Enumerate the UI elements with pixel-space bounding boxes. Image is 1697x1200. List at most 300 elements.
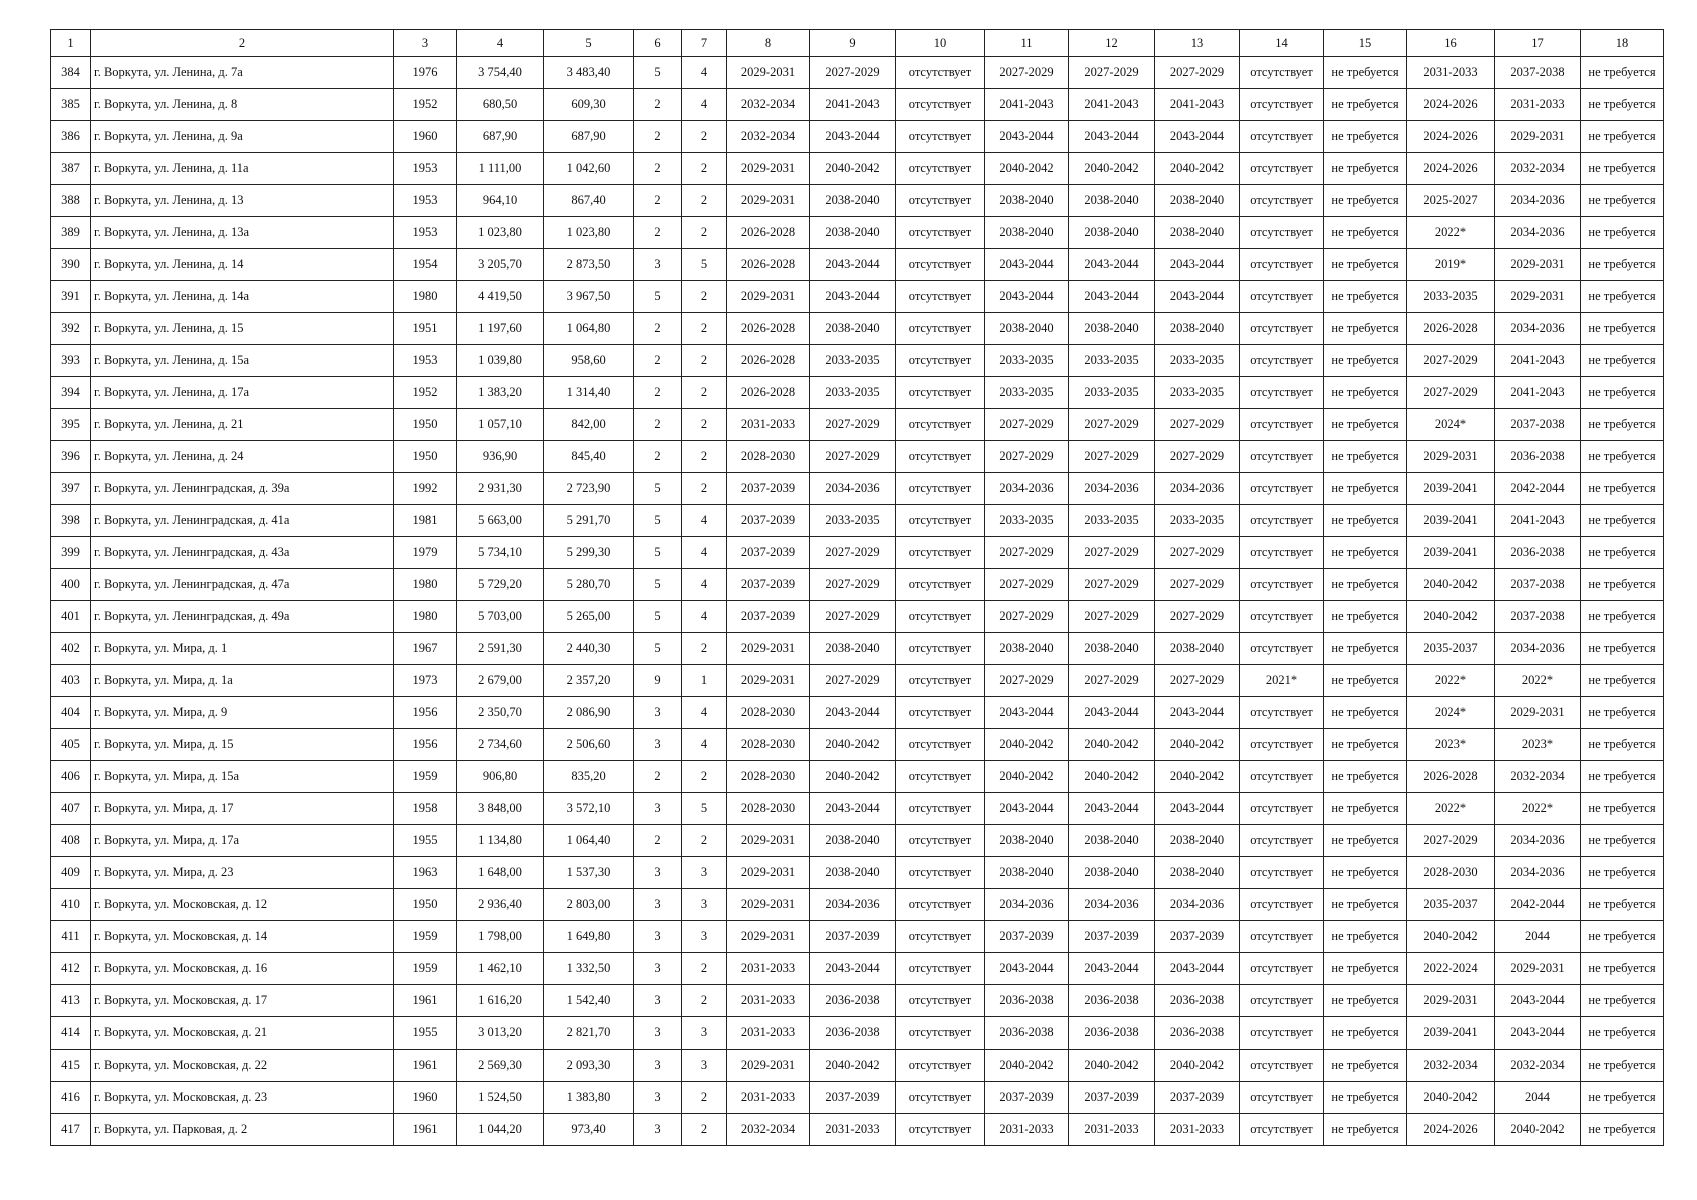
table-cell: 5 xyxy=(634,537,682,569)
table-row xyxy=(51,89,1664,121)
table-cell: 5 291,70 xyxy=(544,505,634,537)
table-cell: 2026-2028 xyxy=(1407,761,1495,793)
table-cell: 2043-2044 xyxy=(1155,953,1240,985)
table-cell: 2026-2028 xyxy=(727,377,810,409)
table-cell: 2036-2038 xyxy=(1155,1017,1240,1049)
table-cell: отсутствует xyxy=(1240,345,1324,377)
table-cell: 2034-2036 xyxy=(1069,473,1155,505)
table-cell: 1959 xyxy=(394,921,457,953)
table-cell: отсутствует xyxy=(1240,633,1324,665)
table-row xyxy=(51,953,1664,985)
table-cell: 2 803,00 xyxy=(544,889,634,921)
table-cell: не требуется xyxy=(1581,281,1664,313)
table-cell: отсутствует xyxy=(896,441,985,473)
column-number-header: 12 xyxy=(1069,30,1155,57)
table-cell: 3 xyxy=(634,729,682,761)
table-cell: 2038-2040 xyxy=(810,185,896,217)
table-cell: не требуется xyxy=(1324,601,1407,633)
table-cell: отсутствует xyxy=(1240,409,1324,441)
table-cell: 2036-2038 xyxy=(985,985,1069,1017)
table-cell: 2 506,60 xyxy=(544,729,634,761)
table-row xyxy=(51,441,1664,473)
table-cell: 396 xyxy=(51,441,91,473)
table-row xyxy=(51,153,1664,185)
address-cell: г. Воркута, ул. Ленинградская, д. 43а xyxy=(91,537,394,569)
table-cell: 2040-2042 xyxy=(1069,153,1155,185)
table-cell: 2037-2039 xyxy=(1069,1081,1155,1113)
table-cell: 2033-2035 xyxy=(1069,377,1155,409)
table-cell: 2040-2042 xyxy=(1407,601,1495,633)
table-row xyxy=(51,889,1664,921)
table-row xyxy=(51,729,1664,761)
table-cell: отсутствует xyxy=(1240,249,1324,281)
table-cell: 2036-2038 xyxy=(1069,1017,1155,1049)
address-cell: г. Воркута, ул. Московская, д. 16 xyxy=(91,953,394,985)
table-cell: 2027-2029 xyxy=(1155,409,1240,441)
table-cell: 2032-2034 xyxy=(1495,1049,1581,1081)
table-cell: 2037-2039 xyxy=(810,921,896,953)
table-cell: 2032-2034 xyxy=(727,121,810,153)
table-cell: отсутствует xyxy=(896,665,985,697)
table-cell: 2027-2029 xyxy=(810,409,896,441)
table-cell: отсутствует xyxy=(896,569,985,601)
column-number-header: 18 xyxy=(1581,30,1664,57)
table-cell: 2027-2029 xyxy=(1407,345,1495,377)
table-cell: 395 xyxy=(51,409,91,441)
table-cell: 2 xyxy=(634,825,682,857)
table-cell: 2031-2033 xyxy=(727,1017,810,1049)
table-row xyxy=(51,985,1664,1017)
table-cell: 1 134,80 xyxy=(457,825,544,857)
table-cell: 2033-2035 xyxy=(1407,281,1495,313)
table-cell: 2 xyxy=(634,345,682,377)
table-cell: 2029-2031 xyxy=(727,153,810,185)
column-number-header: 8 xyxy=(727,30,810,57)
table-cell: 2031-2033 xyxy=(1155,1113,1240,1145)
table-row xyxy=(51,601,1664,633)
column-number-header: 15 xyxy=(1324,30,1407,57)
table-cell: не требуется xyxy=(1581,505,1664,537)
table-cell: не требуется xyxy=(1324,729,1407,761)
table-cell: 2027-2029 xyxy=(810,569,896,601)
table-cell: не требуется xyxy=(1581,1081,1664,1113)
table-cell: отсутствует xyxy=(1240,281,1324,313)
table-cell: 2043-2044 xyxy=(1069,249,1155,281)
address-cell: г. Воркута, ул. Мира, д. 23 xyxy=(91,857,394,889)
table-row xyxy=(51,825,1664,857)
table-cell: отсутствует xyxy=(1240,185,1324,217)
table-cell: 2023* xyxy=(1495,729,1581,761)
table-cell: отсутствует xyxy=(896,985,985,1017)
table-cell: 2037-2039 xyxy=(727,537,810,569)
table-cell: 1 332,50 xyxy=(544,953,634,985)
table-cell: 2024-2026 xyxy=(1407,1113,1495,1145)
table-cell: 2027-2029 xyxy=(985,665,1069,697)
table-cell: 3 754,40 xyxy=(457,57,544,89)
table-cell: 411 xyxy=(51,921,91,953)
table-cell: 2029-2031 xyxy=(1495,281,1581,313)
table-row xyxy=(51,313,1664,345)
table-cell: 1 616,20 xyxy=(457,985,544,1017)
table-cell: 2022* xyxy=(1407,665,1495,697)
table-cell: отсутствует xyxy=(896,761,985,793)
table-cell: 2027-2029 xyxy=(1069,57,1155,89)
table-cell: 2037-2039 xyxy=(1155,1081,1240,1113)
table-cell: не требуется xyxy=(1581,665,1664,697)
table-cell: 2032-2034 xyxy=(1495,153,1581,185)
table-cell: 397 xyxy=(51,473,91,505)
table-cell: 2035-2037 xyxy=(1407,633,1495,665)
table-cell: 3 xyxy=(634,1049,682,1081)
table-cell: отсутствует xyxy=(896,697,985,729)
table-cell: отсутствует xyxy=(1240,121,1324,153)
table-cell: 2043-2044 xyxy=(985,281,1069,313)
table-cell: 2026-2028 xyxy=(727,249,810,281)
table-row xyxy=(51,761,1664,793)
table-cell: не требуется xyxy=(1324,281,1407,313)
column-number-header: 10 xyxy=(896,30,985,57)
table-cell: 2043-2044 xyxy=(985,121,1069,153)
table-cell: 2031-2033 xyxy=(727,1081,810,1113)
table-cell: 1980 xyxy=(394,281,457,313)
table-cell: 2029-2031 xyxy=(1407,441,1495,473)
table-cell: 2043-2044 xyxy=(810,281,896,313)
table-cell: не требуется xyxy=(1581,441,1664,473)
table-cell: 2038-2040 xyxy=(985,825,1069,857)
table-cell: 2027-2029 xyxy=(1155,665,1240,697)
table-cell: 1 023,80 xyxy=(457,217,544,249)
table-cell: не требуется xyxy=(1324,89,1407,121)
table-cell: 3 xyxy=(682,921,727,953)
table-cell: отсутствует xyxy=(1240,569,1324,601)
table-cell: не требуется xyxy=(1581,569,1664,601)
table-cell: 5 xyxy=(682,249,727,281)
table-cell: 2036-2038 xyxy=(1155,985,1240,1017)
table-cell: не требуется xyxy=(1324,761,1407,793)
table-cell: 2019* xyxy=(1407,249,1495,281)
table-cell: 5 280,70 xyxy=(544,569,634,601)
table-cell: 2043-2044 xyxy=(1069,697,1155,729)
table-cell: 2043-2044 xyxy=(1155,697,1240,729)
table-cell: 2027-2029 xyxy=(1069,441,1155,473)
column-number-header: 14 xyxy=(1240,30,1324,57)
address-cell: г. Воркута, ул. Московская, д. 22 xyxy=(91,1049,394,1081)
table-cell: 2 086,90 xyxy=(544,697,634,729)
table-cell: 2027-2029 xyxy=(1069,409,1155,441)
table-cell: 3 xyxy=(634,921,682,953)
table-cell: 2044 xyxy=(1495,1081,1581,1113)
table-cell: 5 299,30 xyxy=(544,537,634,569)
table-cell: отсутствует xyxy=(896,281,985,313)
table-cell: 936,90 xyxy=(457,441,544,473)
table-cell: 2036-2038 xyxy=(810,985,896,1017)
table-cell: 2040-2042 xyxy=(1069,729,1155,761)
table-cell: не требуется xyxy=(1324,569,1407,601)
table-cell: 2033-2035 xyxy=(810,505,896,537)
table-cell: 2027-2029 xyxy=(1069,569,1155,601)
table-cell: 2041-2043 xyxy=(1495,377,1581,409)
table-cell: 2040-2042 xyxy=(1069,761,1155,793)
table-cell: не требуется xyxy=(1581,857,1664,889)
table-cell: 1 383,20 xyxy=(457,377,544,409)
table-cell: 2038-2040 xyxy=(1069,825,1155,857)
table-cell: 2040-2042 xyxy=(985,729,1069,761)
table-cell: 2033-2035 xyxy=(810,377,896,409)
table-cell: 387 xyxy=(51,153,91,185)
table-cell: 2028-2030 xyxy=(1407,857,1495,889)
address-cell: г. Воркута, ул. Парковая, д. 2 xyxy=(91,1113,394,1145)
table-cell: 2031-2033 xyxy=(727,409,810,441)
table-cell: 2027-2029 xyxy=(1155,601,1240,633)
table-cell: не требуется xyxy=(1581,761,1664,793)
table-cell: 2 591,30 xyxy=(457,633,544,665)
table-cell: отсутствует xyxy=(1240,1081,1324,1113)
table-cell: 4 xyxy=(682,505,727,537)
table-row xyxy=(51,281,1664,313)
table-cell: 2038-2040 xyxy=(810,217,896,249)
table-cell: 3 013,20 xyxy=(457,1017,544,1049)
table-cell: 1 023,80 xyxy=(544,217,634,249)
table-cell: 416 xyxy=(51,1081,91,1113)
table-cell: 2033-2035 xyxy=(810,345,896,377)
table-cell: 2038-2040 xyxy=(1069,313,1155,345)
table-cell: 2043-2044 xyxy=(1069,793,1155,825)
table-cell: 5 729,20 xyxy=(457,569,544,601)
table-cell: 2027-2029 xyxy=(1155,537,1240,569)
table-cell: 2031-2033 xyxy=(1069,1113,1155,1145)
table-cell: 2036-2038 xyxy=(1495,441,1581,473)
table-cell: 388 xyxy=(51,185,91,217)
table-cell: 3 xyxy=(634,1113,682,1145)
table-cell: 1953 xyxy=(394,345,457,377)
table-cell: 2 xyxy=(682,441,727,473)
table-cell: 2043-2044 xyxy=(1495,985,1581,1017)
table-cell: 405 xyxy=(51,729,91,761)
table-cell: 1 039,80 xyxy=(457,345,544,377)
table-cell: отсутствует xyxy=(896,601,985,633)
table-cell: 2 350,70 xyxy=(457,697,544,729)
table-cell: 393 xyxy=(51,345,91,377)
table-cell: 2037-2038 xyxy=(1495,569,1581,601)
table-cell: 1 649,80 xyxy=(544,921,634,953)
table-cell: 3 xyxy=(682,1049,727,1081)
table-cell: 2027-2029 xyxy=(1407,377,1495,409)
column-number-header: 1 xyxy=(51,30,91,57)
table-cell: 2028-2030 xyxy=(727,697,810,729)
table-cell: 2039-2041 xyxy=(1407,537,1495,569)
table-cell: 2043-2044 xyxy=(1495,1017,1581,1049)
table-cell: не требуется xyxy=(1581,697,1664,729)
table-cell: 2036-2038 xyxy=(1495,537,1581,569)
table-cell: не требуется xyxy=(1324,249,1407,281)
table-cell: 2038-2040 xyxy=(1069,185,1155,217)
table-cell: 2029-2031 xyxy=(727,281,810,313)
table-cell: не требуется xyxy=(1324,1081,1407,1113)
table-cell: 2027-2029 xyxy=(985,601,1069,633)
table-cell: 3 xyxy=(634,697,682,729)
table-cell: отсутствует xyxy=(896,377,985,409)
table-cell: 1 537,30 xyxy=(544,857,634,889)
table-cell: отсутствует xyxy=(1240,153,1324,185)
table-cell: 2024-2026 xyxy=(1407,121,1495,153)
table-cell: 2026-2028 xyxy=(727,313,810,345)
table-cell: 3 xyxy=(682,1017,727,1049)
table-cell: не требуется xyxy=(1581,57,1664,89)
table-cell: 389 xyxy=(51,217,91,249)
table-cell: 2029-2031 xyxy=(727,665,810,697)
table-cell: 3 xyxy=(634,793,682,825)
table-cell: 2043-2044 xyxy=(810,953,896,985)
table-cell: 1952 xyxy=(394,89,457,121)
column-number-header: 16 xyxy=(1407,30,1495,57)
table-cell: 3 xyxy=(634,889,682,921)
address-cell: г. Воркута, ул. Ленина, д. 13а xyxy=(91,217,394,249)
table-cell: не требуется xyxy=(1581,889,1664,921)
table-row xyxy=(51,121,1664,153)
table-cell: 2038-2040 xyxy=(985,313,1069,345)
table-cell: отсутствует xyxy=(896,153,985,185)
table-cell: 1951 xyxy=(394,313,457,345)
table-cell: не требуется xyxy=(1324,665,1407,697)
table-cell: 2038-2040 xyxy=(985,217,1069,249)
table-row xyxy=(51,473,1664,505)
table-cell: 2 xyxy=(682,633,727,665)
column-number-header: 6 xyxy=(634,30,682,57)
table-cell: не требуется xyxy=(1581,537,1664,569)
address-cell: г. Воркута, ул. Ленина, д. 14а xyxy=(91,281,394,313)
table-cell: не требуется xyxy=(1581,345,1664,377)
table-cell: 2031-2033 xyxy=(727,985,810,1017)
table-cell: 2034-2036 xyxy=(1495,217,1581,249)
table-cell: 2040-2042 xyxy=(1407,1081,1495,1113)
table-cell: 2038-2040 xyxy=(1155,313,1240,345)
table-cell: не требуется xyxy=(1581,185,1664,217)
table-cell: 4 419,50 xyxy=(457,281,544,313)
table-row xyxy=(51,633,1664,665)
table-cell: 417 xyxy=(51,1113,91,1145)
table-cell: 1973 xyxy=(394,665,457,697)
table-row xyxy=(51,1049,1664,1081)
table-cell: 2029-2031 xyxy=(1495,121,1581,153)
table-cell: не требуется xyxy=(1581,729,1664,761)
table-cell: отсутствует xyxy=(896,185,985,217)
table-cell: отсутствует xyxy=(896,825,985,857)
table-cell: 1950 xyxy=(394,441,457,473)
table-cell: 2028-2030 xyxy=(727,729,810,761)
table-cell: отсутствует xyxy=(1240,377,1324,409)
table-cell: 1 383,80 xyxy=(544,1081,634,1113)
table-cell: 2038-2040 xyxy=(1155,185,1240,217)
table-cell: 1960 xyxy=(394,121,457,153)
table-cell: 2038-2040 xyxy=(1069,633,1155,665)
table-cell: 2034-2036 xyxy=(1069,889,1155,921)
table-cell: 2 xyxy=(634,153,682,185)
table-cell: 5 734,10 xyxy=(457,537,544,569)
table-cell: 2038-2040 xyxy=(1069,217,1155,249)
table-cell: 2 821,70 xyxy=(544,1017,634,1049)
table-cell: не требуется xyxy=(1581,377,1664,409)
table-cell: 1952 xyxy=(394,377,457,409)
table-row xyxy=(51,57,1664,89)
table-cell: отсутствует xyxy=(1240,57,1324,89)
table-cell: 2043-2044 xyxy=(810,793,896,825)
table-cell: 2 xyxy=(682,761,727,793)
address-cell: г. Воркута, ул. Ленина, д. 15 xyxy=(91,313,394,345)
table-cell: не требуется xyxy=(1581,985,1664,1017)
table-cell: 2037-2039 xyxy=(727,569,810,601)
table-cell: 2 xyxy=(682,313,727,345)
table-cell: 2037-2038 xyxy=(1495,57,1581,89)
table-cell: 1 xyxy=(682,665,727,697)
table-cell: 2026-2028 xyxy=(727,345,810,377)
table-cell: 2034-2036 xyxy=(1495,633,1581,665)
table-cell: 1959 xyxy=(394,953,457,985)
address-cell: г. Воркута, ул. Мира, д. 1 xyxy=(91,633,394,665)
table-cell: 2027-2029 xyxy=(810,537,896,569)
table-cell: отсутствует xyxy=(1240,953,1324,985)
table-cell: 2043-2044 xyxy=(810,121,896,153)
table-cell: не требуется xyxy=(1581,121,1664,153)
table-cell: 1 542,40 xyxy=(544,985,634,1017)
table-cell: 2 xyxy=(682,985,727,1017)
table-cell: не требуется xyxy=(1581,89,1664,121)
table-cell: 2024-2026 xyxy=(1407,153,1495,185)
table-cell: 2041-2043 xyxy=(1155,89,1240,121)
table-cell: не требуется xyxy=(1324,473,1407,505)
table-cell: 402 xyxy=(51,633,91,665)
table-cell: 2028-2030 xyxy=(727,793,810,825)
table-cell: отсутствует xyxy=(1240,729,1324,761)
table-cell: 2027-2029 xyxy=(1069,601,1155,633)
table-cell: 2 xyxy=(634,313,682,345)
table-cell: не требуется xyxy=(1581,1017,1664,1049)
table-cell: 3 xyxy=(634,953,682,985)
table-cell: 386 xyxy=(51,121,91,153)
table-cell: 2 xyxy=(634,185,682,217)
table-cell: 2021* xyxy=(1240,665,1324,697)
address-cell: г. Воркута, ул. Мира, д. 15а xyxy=(91,761,394,793)
table-cell: 1956 xyxy=(394,729,457,761)
table-cell: не требуется xyxy=(1324,857,1407,889)
table-cell: 2038-2040 xyxy=(985,857,1069,889)
column-number-header: 13 xyxy=(1155,30,1240,57)
table-cell: 2 569,30 xyxy=(457,1049,544,1081)
address-cell: г. Воркута, ул. Московская, д. 14 xyxy=(91,921,394,953)
table-cell: 2038-2040 xyxy=(985,185,1069,217)
table-cell: 1950 xyxy=(394,889,457,921)
table-cell: 2 xyxy=(682,281,727,313)
table-cell: 1955 xyxy=(394,1017,457,1049)
table-cell: не требуется xyxy=(1324,57,1407,89)
table-cell: 3 xyxy=(682,889,727,921)
table-cell: не требуется xyxy=(1581,953,1664,985)
table-cell: 1967 xyxy=(394,633,457,665)
table-cell: 3 xyxy=(634,1017,682,1049)
table-cell: 2039-2041 xyxy=(1407,473,1495,505)
table-cell: не требуется xyxy=(1324,409,1407,441)
table-cell: 410 xyxy=(51,889,91,921)
table-row xyxy=(51,537,1664,569)
table-cell: не требуется xyxy=(1324,217,1407,249)
table-cell: отсутствует xyxy=(896,793,985,825)
table-cell: 401 xyxy=(51,601,91,633)
table-cell: 2043-2044 xyxy=(810,697,896,729)
address-cell: г. Воркута, ул. Мира, д. 15 xyxy=(91,729,394,761)
table-cell: 392 xyxy=(51,313,91,345)
table-cell: 1 524,50 xyxy=(457,1081,544,1113)
table-row xyxy=(51,857,1664,889)
table-cell: 2027-2029 xyxy=(985,409,1069,441)
